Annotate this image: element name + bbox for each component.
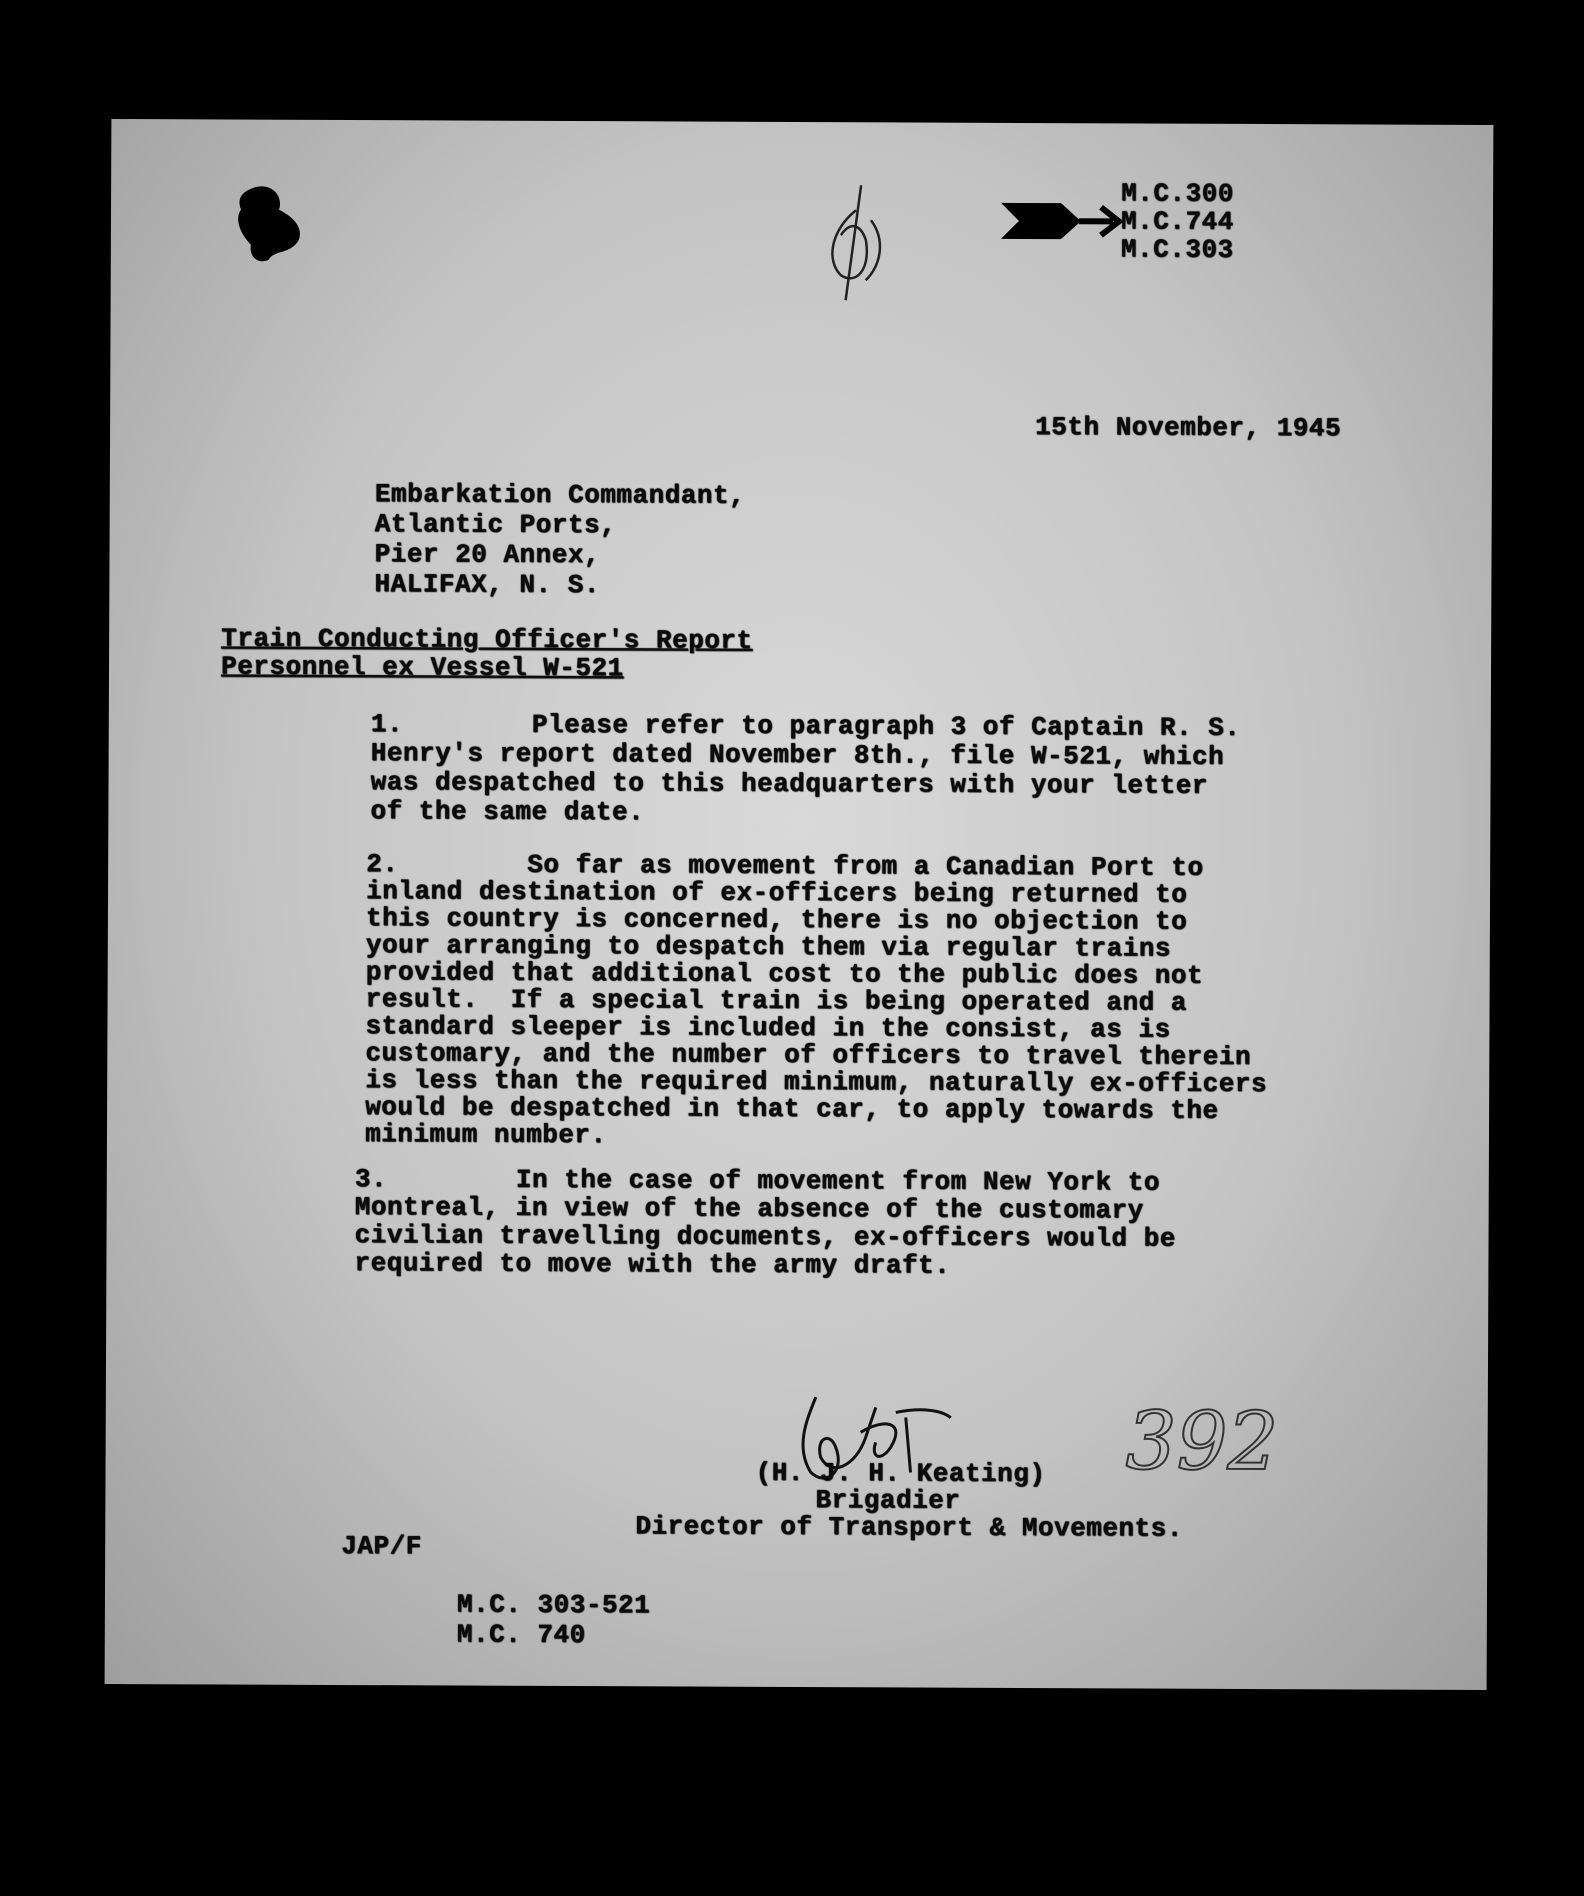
paragraph-line: required to move with the army draft. (354, 1248, 951, 1281)
reference-top-2: M.C.744 (1120, 206, 1234, 237)
paragraph-line: inland destination of ex-officers being returned to (365, 876, 1188, 910)
addressee-line-4: HALIFAX, N. S. (374, 569, 600, 601)
subject-line-1: Train Conducting Officer's Report (221, 623, 753, 656)
paragraph-line: of the same date. (370, 796, 645, 828)
reference-bottom-2: M.C. 740 (456, 1619, 586, 1651)
paragraph-line: your arranging to despatch them via regular trains (365, 930, 1172, 964)
addressee-line-2: Atlantic Ports, (374, 509, 617, 541)
paragraph-line: standard sleeper is included in the consist, as is (365, 1011, 1171, 1045)
letter-page (105, 119, 1494, 1690)
paragraph-line: was despatched to this headquarters with your letter (370, 767, 1208, 801)
handwritten-mark-top (801, 180, 912, 310)
subject-line-2: Personnel ex Vessel W-521 (220, 651, 624, 684)
paragraph-line: customary, and the number of officers to travel therein (365, 1038, 1252, 1072)
paragraph-line: Henry's report dated November 8th., file W-521, which (370, 738, 1225, 772)
paragraph-line: 3. In the case of movement from New York to (354, 1164, 1160, 1198)
addressee-line-1: Embarkation Commandant, (374, 479, 746, 511)
addressee-line-3: Pier 20 Annex, (374, 539, 601, 571)
paragraph-line: provided that additional cost to the public does not (365, 957, 1204, 991)
signature-title: Director of Transport & Movements. (635, 1511, 1183, 1544)
paragraph-line: civilian travelling documents, ex-officers would be (354, 1220, 1176, 1254)
reference-top-1: M.C.300 (1121, 178, 1234, 209)
typist-initials: JAP/F (341, 1531, 422, 1562)
signature-rank: Brigadier (815, 1485, 961, 1516)
ink-blot-mark (229, 180, 319, 270)
paragraph-line: 1. Please refer to paragraph 3 of Captain R. S. (370, 709, 1241, 743)
paragraph-line: would be despatched in that car, to apply towards the (365, 1092, 1219, 1126)
handwritten-number-text: 392 (1125, 1394, 1279, 1489)
reference-top-3: M.C.303 (1120, 234, 1234, 265)
paragraph-line: this country is concerned, there is no objection to (365, 903, 1188, 937)
paragraph-line: minimum number. (364, 1119, 607, 1151)
paragraph-line: 2. So far as movement from a Canadian Port to (366, 849, 1204, 883)
paragraph-line: is less than the required minimum, naturally ex-officers (365, 1065, 1268, 1100)
paragraph-line: Montreal, in view of the absence of the customary (354, 1192, 1144, 1226)
paragraph-line: result. If a special train is being operated and a (365, 984, 1187, 1018)
handwritten-number-392 (1115, 1383, 1355, 1494)
signature-name: (H. J. H. Keating) (755, 1457, 1046, 1490)
letter-date: 15th November, 1945 (1035, 412, 1342, 444)
reference-bottom-1: M.C. 303-521 (456, 1589, 651, 1621)
